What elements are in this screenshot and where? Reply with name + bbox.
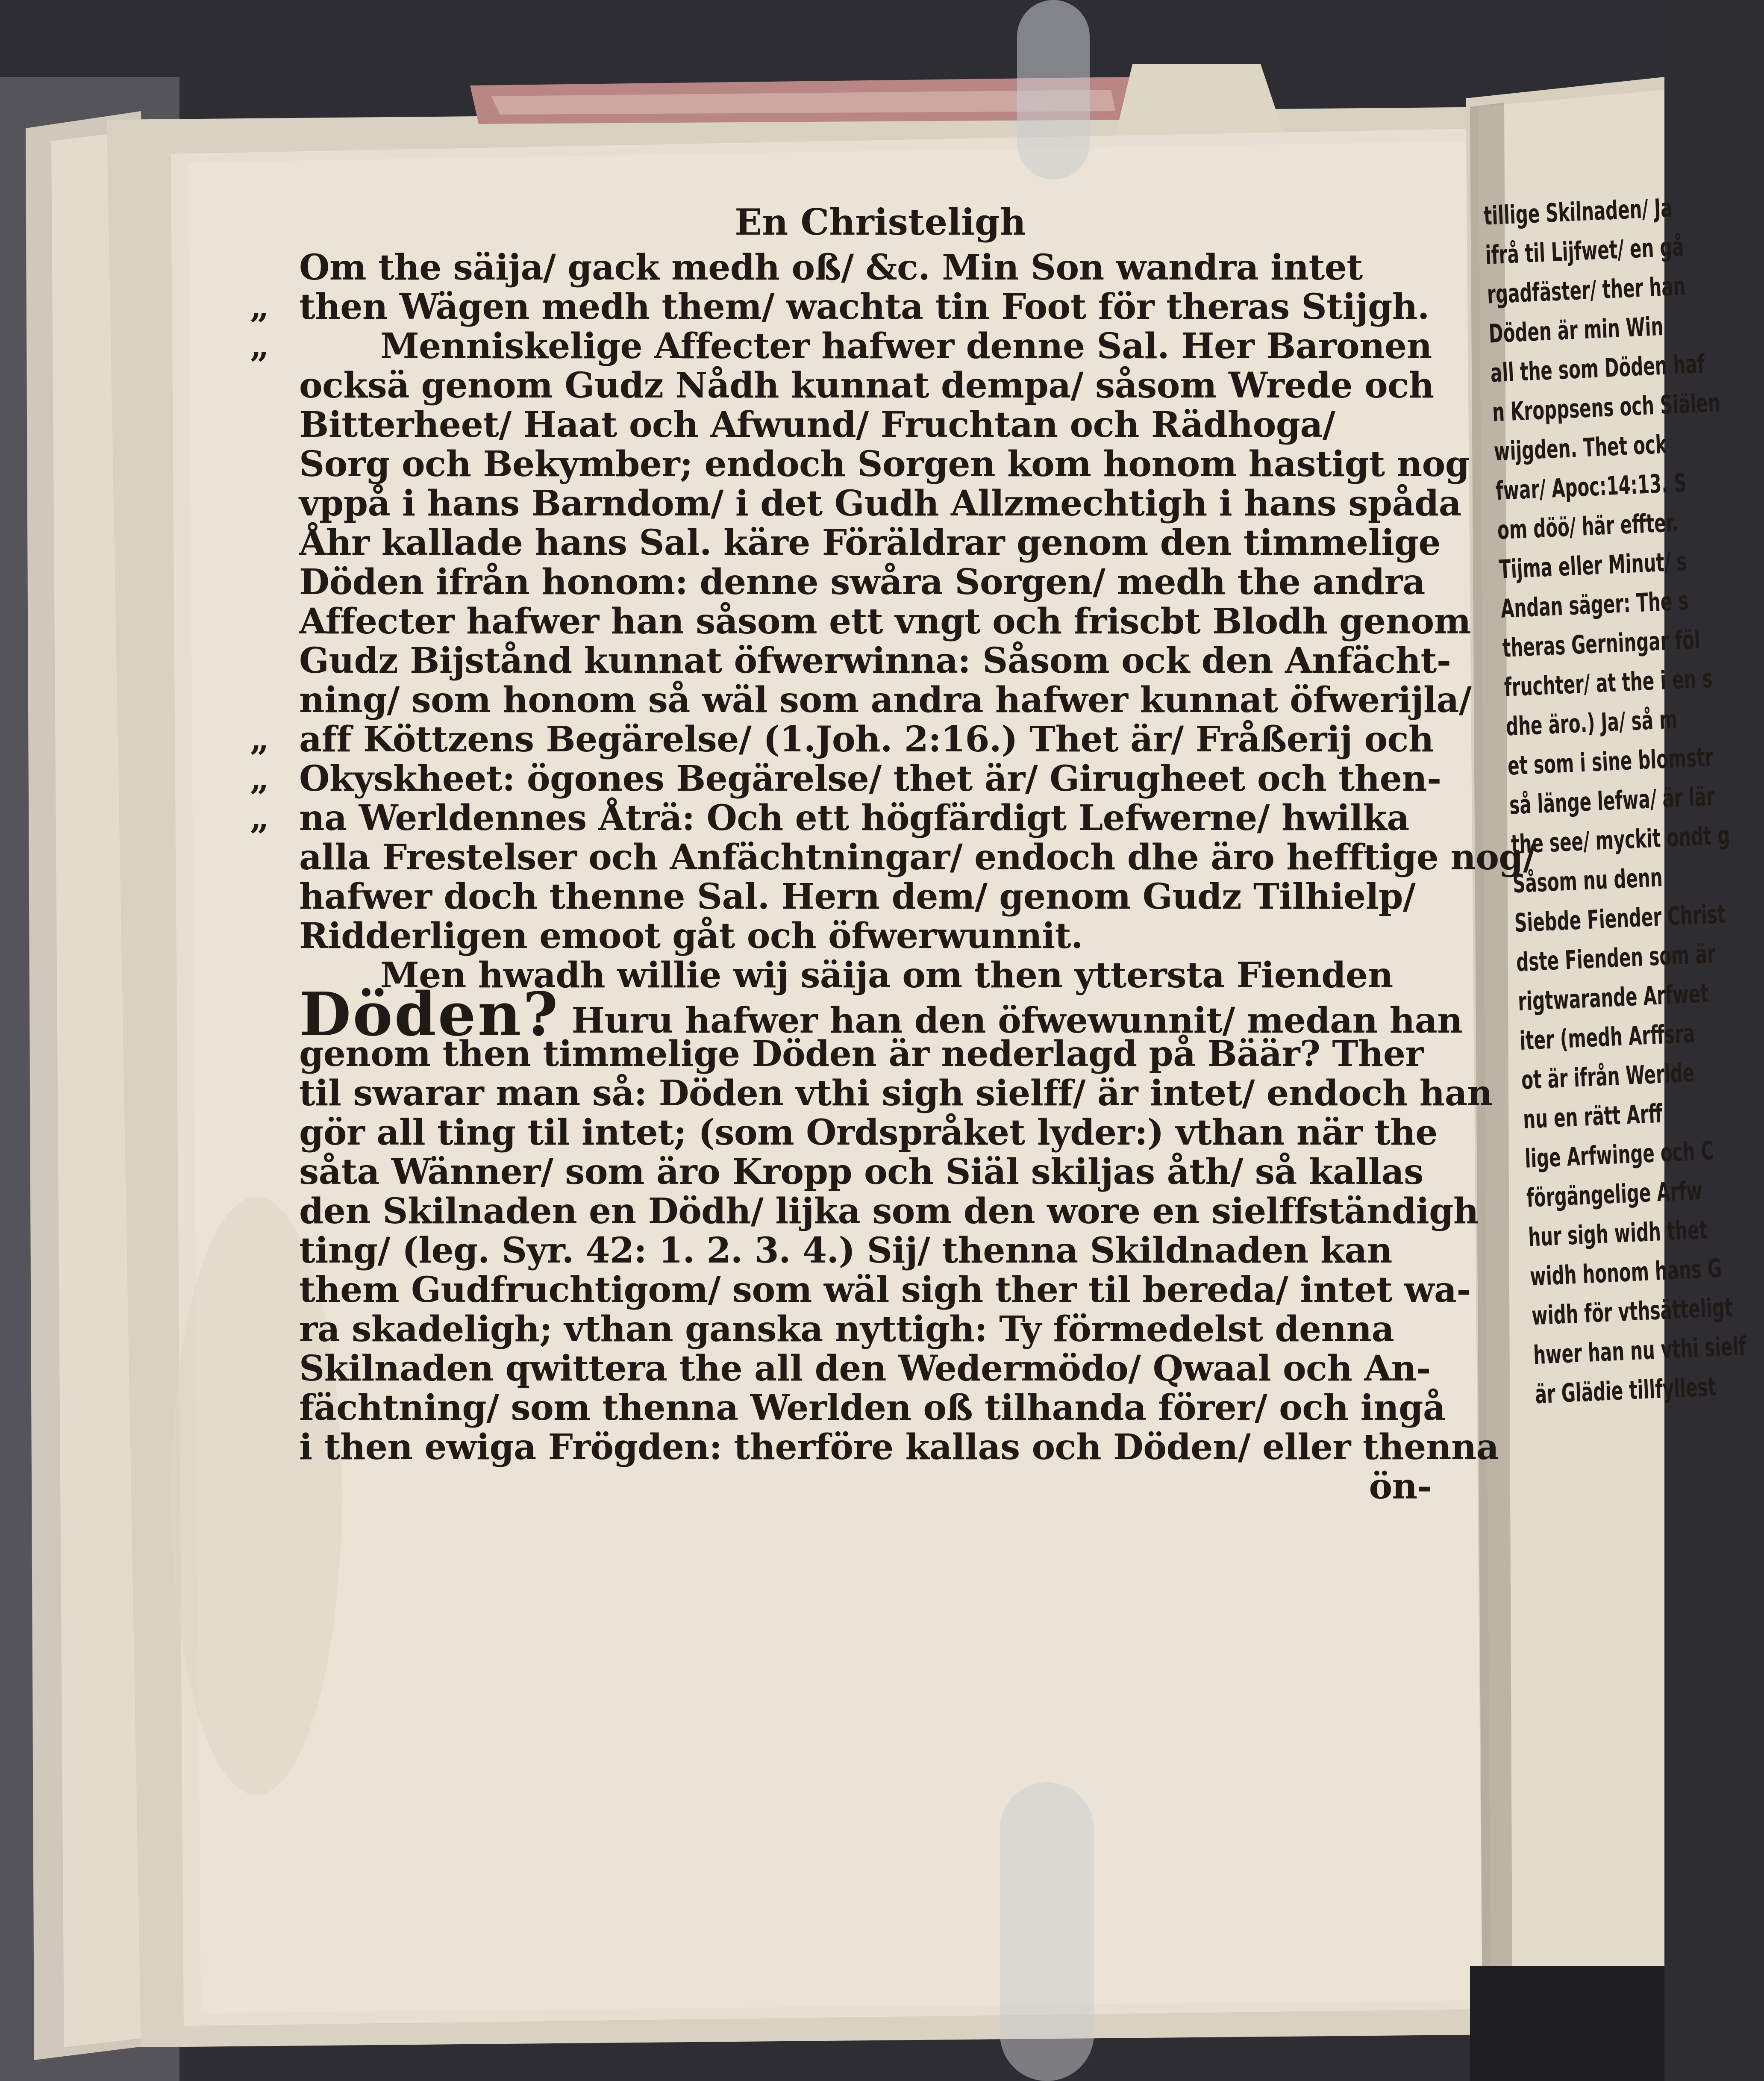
text-line xyxy=(299,483,1461,524)
emphasized-word: Döden? xyxy=(299,980,560,1050)
text-line xyxy=(299,877,1436,916)
line-text: alla Frestelser och Anfächtningar/ endoch dhe äro hefftige nog/ xyxy=(299,837,1536,878)
facing-page-line: fwar/ Apoc:14:13. S xyxy=(1495,468,1688,506)
line-text: vppå i hans Barndom/ i det Gudh Allzmechtigh i hans spåda xyxy=(299,483,1461,524)
facing-page-line: all the som Döden haf xyxy=(1490,349,1705,389)
text-line xyxy=(299,980,1463,1050)
line-text: ocksä genom Gudz Nådh kunnat dempa/ såsom Wrede och xyxy=(299,365,1434,406)
line-text: Menniskelige Affecter hafwer denne Sal. Her Baronen xyxy=(380,326,1432,367)
text-line xyxy=(250,798,1436,839)
text-line xyxy=(299,248,1436,287)
running-header: En Christeligh xyxy=(735,201,1026,243)
text-line xyxy=(299,405,1436,444)
text-line xyxy=(299,1310,1436,1349)
text-line xyxy=(299,1073,1493,1114)
line-text: then Wägen medh them/ wachta tin Foot för theras Stijgh. xyxy=(299,286,1429,327)
text-line xyxy=(299,1427,1499,1468)
facing-page-line: tillige Skilnaden/ Ja xyxy=(1483,193,1673,231)
line-text: Åhr kallade hans Sal. käre Föräldrar genom den timmelige xyxy=(299,522,1441,563)
line-text: Sorg och Bekymber; endoch Sorgen kom honom hastigt nog xyxy=(299,444,1470,485)
facing-page-line: Siebde Fiender Christ xyxy=(1514,899,1726,939)
text-line xyxy=(299,366,1436,405)
facing-page-line: widh honom hans G xyxy=(1529,1254,1723,1292)
quote-mark: „ xyxy=(250,287,269,326)
line-text: Men hwadh willie wij säija om then yttersta Fienden xyxy=(380,955,1393,996)
line-text: ning/ som honom så wäl som andra hafwer kunnat öfwerijla/ xyxy=(299,680,1472,721)
facing-page-line: lige Arfwinge och C xyxy=(1524,1136,1714,1174)
text-line xyxy=(299,1034,1436,1074)
line-text: hafwer doch thenne Sal. Hern dem/ genom Gudz Tilhielp/ xyxy=(299,876,1416,917)
line-text: til swarar man så: Döden vthi sigh sielff/ är intet/ endoch han xyxy=(299,1073,1493,1114)
text-line xyxy=(299,1191,1479,1232)
line-text: Gudz Bijstånd kunnat öfwerwinna: Såsom ock den Anfächt- xyxy=(299,640,1451,681)
line-text: fächtning/ som thenna Werlden oß tilhanda förer/ och ingå xyxy=(299,1387,1446,1428)
text-line xyxy=(250,326,1436,367)
facing-page-line: iter (medh Arffsra xyxy=(1519,1018,1696,1057)
line-text: Bitterheet/ Haat och Afwund/ Fruchtan och Rädhoga/ xyxy=(299,404,1335,445)
facing-page-line: et som i sine blomstr xyxy=(1507,742,1714,781)
facing-page-line: ifrå til Lijfwet/ en gå xyxy=(1485,232,1685,271)
quote-mark: „ xyxy=(250,798,269,837)
facing-page-line: Såsom nu denn xyxy=(1512,862,1663,899)
line-text: Ridderligen emoot gåt och öfwerwunnit. xyxy=(299,915,1083,957)
facing-page-line: dhe äro.) Ja/ så m xyxy=(1505,704,1678,742)
facing-page-line: wijgden. Thet ock xyxy=(1493,429,1668,467)
facing-page-line: Andan säger: The s xyxy=(1500,586,1689,624)
facing-page-line: så länge lefwa/ är lär xyxy=(1508,781,1716,821)
line-text: Okyskheet: ögones Begärelse/ thet är/ Girugheet och then- xyxy=(299,758,1441,799)
quote-mark: „ xyxy=(250,759,269,798)
line-text: den Skilnaden en Dödh/ lijka som den wore en sielffständigh xyxy=(299,1191,1479,1232)
facing-page-line: n Kroppsens och Siälen xyxy=(1491,388,1721,428)
text-line xyxy=(299,601,1471,642)
text-line xyxy=(299,640,1451,681)
facing-page-line: widh för vthsätteligt xyxy=(1531,1292,1734,1331)
text-line xyxy=(299,1349,1436,1388)
catchword: ön- xyxy=(1369,1466,1432,1507)
line-text: Döden ifrån honom: denne swåra Sorgen/ medh the andra xyxy=(299,562,1425,603)
facing-page-line: hwer han nu vthi sielf xyxy=(1532,1331,1747,1371)
text-lines xyxy=(250,247,1536,1468)
text-line xyxy=(250,758,1441,799)
facing-page-line: förgängelige Arfw xyxy=(1526,1175,1703,1213)
text-line xyxy=(299,1387,1446,1428)
text-line xyxy=(299,1152,1436,1192)
line-text: genom then timmelige Döden är nederlagd på Bäär? Ther xyxy=(299,1033,1423,1074)
text-line xyxy=(299,522,1441,563)
line-text: ting/ (leg. Syr. 42: 1. 2. 3. 4.) Sij/ thenna Skildnaden kan xyxy=(299,1230,1392,1271)
text-line xyxy=(299,1269,1471,1310)
line-text: na Werldennes Åträ: Och ett högfärdigt Lefwerne/ hwilka xyxy=(299,798,1409,839)
facing-page-line: ot är ifrån Werlde xyxy=(1520,1058,1695,1095)
facing-page-line: Tijma eller Minut/ s xyxy=(1498,547,1688,585)
facing-page-line: fruchter/ at the i en s xyxy=(1503,663,1714,703)
quote-mark: „ xyxy=(250,720,269,759)
line-text: Affecter hafwer han såsom ett vngt och friscbt Blodh genom xyxy=(299,601,1471,642)
line-text: i then ewiga Frögden: therföre kallas och Döden/ eller thenna xyxy=(299,1427,1499,1468)
facing-page-line: Döden är min Win xyxy=(1488,311,1664,349)
page-text-block xyxy=(250,197,1536,1507)
line-text: Skilnaden qwittera the all den Wedermödo/ Qwaal och An- xyxy=(299,1348,1431,1389)
facing-page-line: dste Fienden som är xyxy=(1515,939,1716,978)
quote-mark: „ xyxy=(250,327,269,365)
text-line xyxy=(250,719,1436,760)
line-text: aff Köttzens Begärelse/ (1.Joh. 2:16.) Thet är/ Fråßerij och xyxy=(299,719,1434,760)
text-line xyxy=(299,916,1436,956)
line-text: gör all ting til intet; (som Ordspråket lyder:) vthan när the xyxy=(299,1112,1438,1153)
facing-page-line: nu en rätt Arff xyxy=(1522,1098,1663,1135)
text-line xyxy=(299,680,1472,721)
facing-page-line: theras Gerningar föl xyxy=(1502,624,1701,663)
facing-page-line: om döö/ här effter. xyxy=(1496,507,1679,546)
line-text: ra skadeligh; vthan ganska nyttigh: Ty förmedelst denna xyxy=(299,1309,1394,1350)
line-text: Huru hafwer han den öfwewunnit/ medan han xyxy=(571,1000,1463,1041)
line-text: them Gudfruchtigom/ som wäl sigh ther til bereda/ intet wa- xyxy=(299,1269,1471,1310)
text-line xyxy=(299,1113,1436,1152)
facing-page-line: hur sigh widh thet xyxy=(1527,1215,1708,1253)
text-line xyxy=(299,562,1436,602)
text-line xyxy=(299,1231,1436,1270)
line-text: såta Wänner/ som äro Kropp och Siäl skiljas åth/ så kallas xyxy=(299,1151,1423,1192)
line-text: Om the säija/ gack medh oß/ &c. Min Son wandra intet xyxy=(299,247,1363,288)
text-line xyxy=(250,286,1436,327)
facing-page-line: the see/ myckit ondt g xyxy=(1510,820,1731,860)
text-line xyxy=(299,444,1470,485)
facing-page-line: rgadfäster/ ther han xyxy=(1486,271,1686,310)
facing-page-line: är Glädie tillfyllest xyxy=(1534,1372,1717,1410)
text-line xyxy=(299,837,1536,878)
facing-page-line: rigtwarande Arfwet xyxy=(1517,978,1710,1017)
